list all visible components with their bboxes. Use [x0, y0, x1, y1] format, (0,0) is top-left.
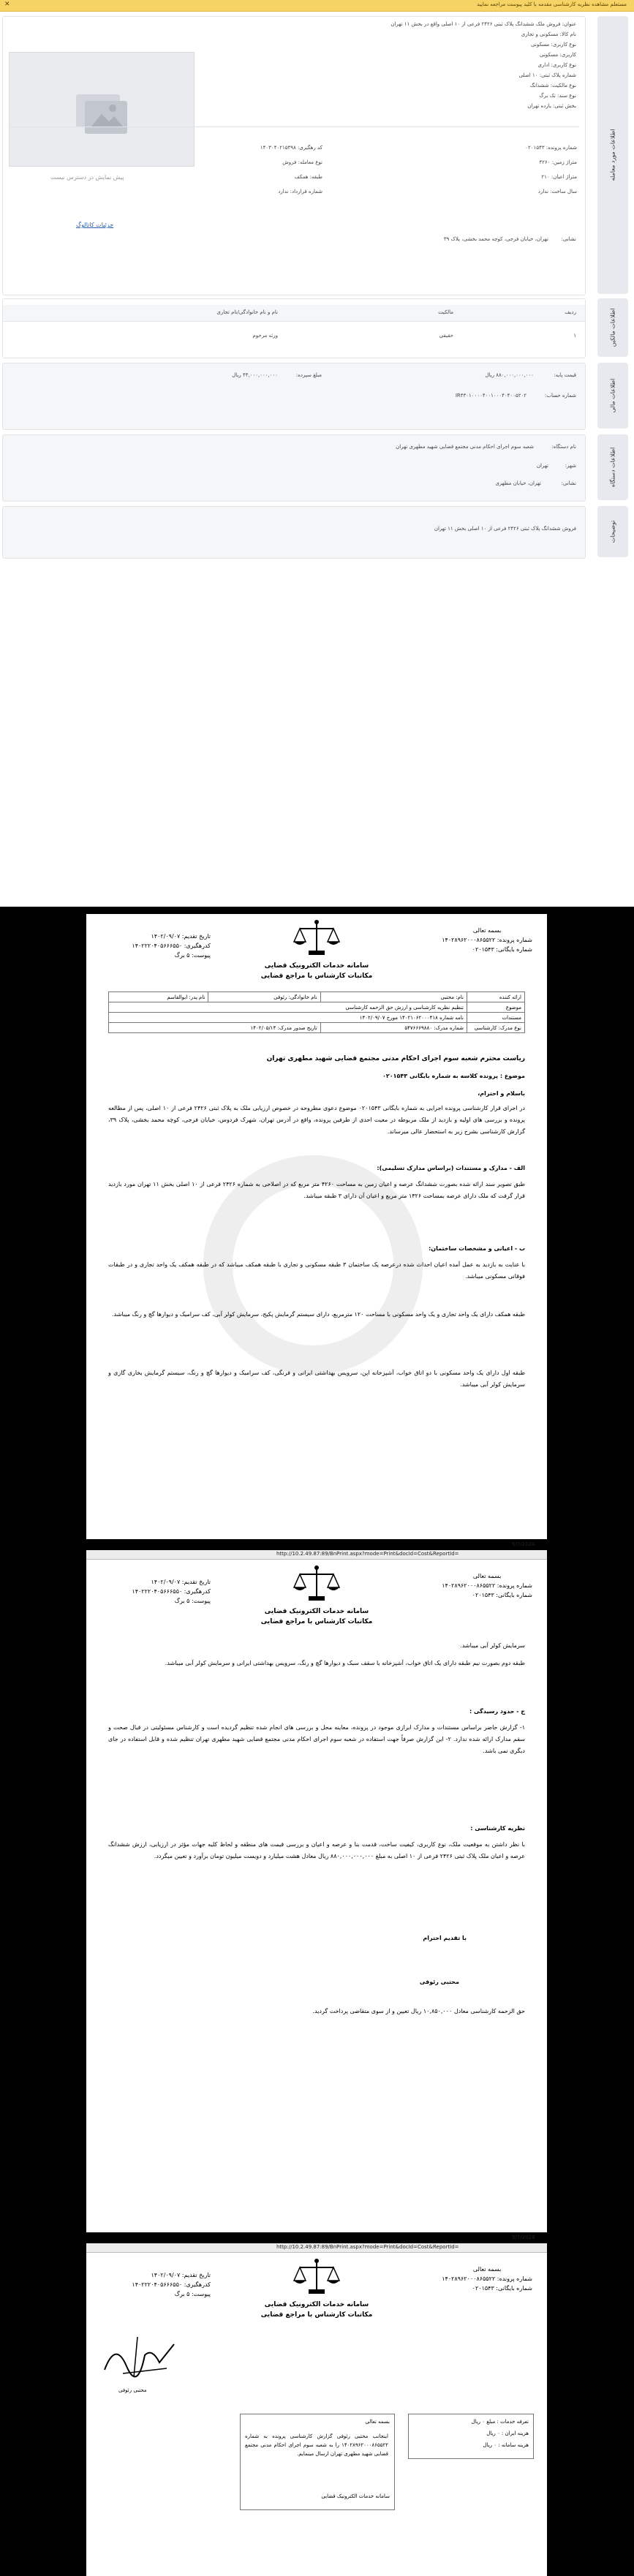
print-url-bar [86, 2243, 547, 2253]
meta-cell: نام: محتبی [320, 992, 467, 1002]
submit-date: تاریخ تقدیم: ۱۴۰۲/۰۹/۰۷ [151, 1579, 211, 1585]
case-number: شماره پرونده: ۱۴۰۲۸۹۶۲۰۰۰۸۶۵۵۲۲ [442, 937, 532, 943]
fee-line: تعرفه خدمات : مبلغ ۰ ریال [471, 2419, 529, 2425]
owners-section [2, 298, 586, 358]
meta-cell: تاریخ صدور مدرک: ۱۴۰۲/۰۵/۱۴ [109, 1023, 321, 1033]
detail-item: متراژ اعیان: ۲۱۰ [541, 174, 577, 180]
judiciary-emblem-icon [291, 1564, 342, 1605]
listing-panel [0, 13, 634, 907]
attachment-count: پیوست: ۵ برگ [174, 1598, 211, 1604]
meta-cell: ارائه کننده [467, 992, 525, 1002]
property-line: نوع سند: تک برگ [539, 93, 576, 99]
owners-header-row [3, 305, 585, 322]
detail-item: طبقه: همکف [294, 174, 322, 180]
body-paragraph: طبقه همکف دارای یک واحد تجاری و یک واحد مسکونی با مساحت ۱۲۰ مترمربع، دارای سیستم گرمایش پکیج، سرمایش کولر آبی، کف سرامیک و دیوارها گچ و رنگ میباشد. [112, 1311, 525, 1318]
fee-box [408, 2414, 534, 2459]
notes-section [2, 506, 586, 559]
agency-address-label: نشانی: [561, 480, 576, 486]
account-value: IR۴۳۰۱۰۰۰۰۴۰۰۱۰۰۰۴۰۴۰۰۵۲۰۲ [455, 393, 527, 399]
print-url-bar [86, 1550, 547, 1560]
owners-row [3, 328, 585, 344]
body-paragraph: در اجرای قرار کارشناسی پرونده اجرایی به شماره بایگانی ۰۲۰۱۵۴۳ موضوع دعوی مطروحه در خصوص ارزیابی ملک به پلاک ثبتی ۲۴۲۶ فرعی از ۱۰ اصلی، پس از مطالعه پرونده و بررسی های اولیه و بازدید از ملک مربوطه در معیت احدی از طرفین پرونده، واقع در آدرس تهران، شهرک فردوس، خیابان فرجی، کوچه محمد بخشی، پلاک ۳۹، گزارش کارشناسی بشرح زیر به استحضار عالی میرساند. [108, 1105, 525, 1135]
agency-address: تهران، خیابان مطهری [495, 480, 541, 486]
header-title: بسمه تعالی [472, 2266, 502, 2273]
meta-table [108, 992, 525, 1033]
meta-cell: نام خانوادگی: رئوفی [208, 992, 320, 1002]
agency-section [2, 434, 586, 502]
org-title: سامانه خدمات الکترونیک قضایی [264, 2301, 369, 2308]
header-left [108, 932, 211, 960]
detail-item: سال ساخت: ندارد [537, 189, 577, 194]
meta-cell: نامه شماره ۱۴۰۲۱۰۶۲۰۰۰۴۱۸ مورخ ۱۴۰۲/۰۹/۰۷ [109, 1013, 467, 1023]
header-right [442, 926, 532, 954]
property-line: نوع کاربری: اداری [537, 62, 576, 68]
owner-cell: حقیقی [439, 333, 453, 339]
tracking-code: کدرهگیری: ۱۴۰۲۲۲۰۴۰۵۶۶۶۵۵۰ [132, 1588, 211, 1595]
greeting: ریاست محترم شعبه سوم اجرای احکام مدنی مجتمع قضایی شهید مطهری تهران [266, 1055, 525, 1062]
fee-line: هزینه سامانه : ۰ ریال [483, 2442, 529, 2448]
org-title-block [244, 1606, 390, 1627]
attachment-count: پیوست: ۵ برگ [174, 2291, 211, 2297]
section-heading: ب - اعیانی و مشخصات ساختمان: [429, 1245, 525, 1252]
org-title: سامانه خدمات الکترونیک قضایی [264, 962, 369, 970]
owners-header: مالکیت [438, 309, 453, 315]
meta-cell: تنظیم نظریه کارشناسی و ارزش حق الزحمه کارشناسی [109, 1002, 467, 1013]
header-right [442, 1571, 532, 1600]
org-subtitle: مکاتبات کارشناس با مراجع قضایی [260, 1618, 373, 1625]
tab-notes[interactable]: توضیحات [597, 506, 628, 557]
property-line: نوع کاربری: مسکونی [531, 42, 576, 48]
judiciary-emblem-icon [291, 918, 342, 959]
box-footer: سامانه خدمات الکترونیک قضایی [321, 2493, 390, 2499]
tab-property-info[interactable]: اطلاعات مورد معامله [597, 16, 628, 294]
detail-item: کد رهگیری: ۱۴۰۳۰۴۰۲۱۵۴۹۸ [260, 145, 322, 151]
subject: موضوع : پرونده کلاسه به شماره بایگانی ۰۲۰۱۵۴۳ [382, 1073, 525, 1079]
header-right [442, 2265, 532, 2293]
price-value: ۸۸۰,۰۰۰,۰۰۰,۰۰۰ ریال [485, 372, 534, 378]
archive-number: شماره بایگانی: ۰۲۰۱۵۴۳ [472, 2285, 532, 2292]
meta-cell: موضوع [467, 1002, 525, 1013]
property-line: نوع مالکیت: ششدانگ [529, 83, 576, 88]
signer-small: محتبی رئوفی [118, 2387, 147, 2393]
property-line: نام کالا: مسکونی و تجاری [521, 31, 576, 37]
meta-cell: شماره مدرک: ۵۴۷۶۶۶۹۸۸۰ [320, 1023, 467, 1033]
section-sidebar [590, 13, 634, 907]
document-page-3 [86, 2253, 547, 2576]
confirmation-box [240, 2414, 395, 2510]
divider [9, 126, 579, 127]
org-title-block [244, 961, 390, 981]
body-paragraph: طبقه اول دارای یک واحد مسکونی با دو اتاق خواب، آشپزخانه اپن، سرویس بهداشتی ایرانی و فرنگی، کف سرامیک و دیوارها گچ و رنگ، سیستم گرمایش بخاری گازی و سرمایش کولر آبی میباشد. [108, 1370, 525, 1388]
meta-row [109, 992, 525, 1002]
body-paragraph: با عنایت به بازدید به عمل آمده اعیان احداث شده درعرصه یک ساختمان ۳ طبقه مسکونی و تجاری با طبقه همکف میباشد که در طبقه همکف یک واحد تجاری و در طبقات فوقانی مسکونی میباشد. [108, 1261, 525, 1280]
details-block [4, 145, 586, 233]
property-line: بخش ثبتی: یازده تهران [527, 103, 576, 109]
notice-bar [0, 0, 634, 12]
header-title: بسمه تعالی [472, 927, 502, 934]
attachment-count: پیوست: ۵ برگ [174, 952, 211, 959]
property-line: شماره پلاک ثبتی: ۱۰ اصلی [518, 72, 576, 78]
print-url: http://10.2.49.87:89/BnPrint.aspx?mode=Print&docId=Cost&ReportId= [276, 1551, 459, 1557]
tab-agency[interactable]: اطلاعات دستگاه [597, 434, 628, 500]
org-title: سامانه خدمات الکترونیک قضایی [264, 1608, 369, 1615]
meta-row [109, 1002, 525, 1013]
section-heading: الف - مدارک و مستندات (براساس مدارک تسلیمی): [377, 1165, 525, 1171]
agency-city-label: شهر: [565, 463, 576, 469]
salutation: باسلام و احترام، [478, 1090, 525, 1097]
property-line: کاربری: مسکونی [540, 52, 576, 58]
tracking-code: کدرهگیری: ۱۴۰۲۲۲۰۴۰۵۶۶۶۵۵۰ [132, 943, 211, 949]
box-title: بسمه تعالی [365, 2419, 390, 2425]
signature-image [101, 2333, 181, 2384]
tab-finance[interactable]: اطلاعات مالی [597, 363, 628, 428]
owner-cell: ۱ [573, 333, 576, 339]
tracking-code: کدرهگیری: ۱۴۰۲۲۲۰۴۰۵۶۶۶۵۵۰ [132, 2281, 211, 2288]
notice-text: مستعلم مشاهده نظریه کارشناسی مقدمه با کلید پیوست مراجعه نمایید [477, 1, 627, 7]
case-number: شماره پرونده: ۱۴۰۲۸۹۶۲۰۰۰۸۶۵۵۲۲ [442, 2275, 532, 2282]
catalog-details-link[interactable]: جزئیات کاتالوگ [76, 222, 114, 228]
detail-item: شماره پرونده: ۰۲۰۱۵۴۳ [525, 145, 577, 151]
address-value: تهران، خیابان فرجی، کوچه محمد بخشی، پلاک ۳۹ [443, 236, 548, 242]
price-label: قیمت پایه: [554, 372, 576, 378]
placeholder-icon [69, 83, 135, 142]
address-label: نشانی: [561, 236, 576, 242]
owners-header: نام و نام خانوادگی/نام تجاری [216, 309, 278, 315]
meta-cell: نام پدر: ابوالقاسم [109, 992, 208, 1002]
detail-item: شماره قرارداد: ندارد [278, 189, 322, 194]
judiciary-emblem-icon [291, 2257, 342, 2298]
org-subtitle: مکاتبات کارشناس با مراجع قضایی [260, 972, 373, 980]
archive-number: شماره بایگانی: ۰۲۰۱۵۴۳ [472, 946, 532, 953]
section-heading: ج - حدود رسیدگی : [469, 1708, 525, 1715]
header-title: بسمه تعالی [472, 1573, 502, 1579]
finance-section [2, 363, 586, 430]
print-date: 5/7/2024 [512, 2235, 535, 2240]
archive-number: شماره بایگانی: ۰۲۰۱۵۴۳ [472, 1592, 532, 1598]
signer-name: محتبی رئوفی [419, 1979, 459, 1985]
deposit-value: ۴۴,۰۰۰,۰۰۰,۰۰۰ ریال [232, 372, 278, 378]
account-label: شماره حساب: [545, 393, 576, 399]
agency-name: شعبه سوم اجرای احکام مدنی مجتمع قضایی شهید مطهری تهران [396, 444, 534, 450]
closing: با تقدیم احترام [423, 1935, 467, 1941]
close-icon[interactable]: ✕ [4, 1, 10, 8]
body-paragraph: ۱- گزارش حاضر براساس مستندات و مدارک ابرازی موجود در پرونده، معاینه محل و بررسی های انجام شده تنظیم گردیده است و کارشناس مسئولیتی در قبال صحت و سقم مدارک ارائه شده ندارد. ۲- این گزارش صرفاً جهت استفاده در شعبه سوم اجرای احکام مدنی مجتمع قضایی شهید مطهری تهران تنظیم شده و قابل استفاده در جای دیگری نمی باشد. [108, 1724, 525, 1754]
print-date: 5/7/2024 [512, 1541, 535, 1547]
fee-note: حق الزحمه کارشناسی معادل ۱۰,۸۵۰,۰۰۰ ریال تعیین و از سوی متقاضی پرداخت گردید. [312, 2008, 525, 2014]
meta-row [109, 1013, 525, 1023]
submit-date: تاریخ تقدیم: ۱۴۰۲/۰۹/۰۷ [151, 933, 211, 940]
body-paragraph: طبق تصویر سند ارائه شده بصورت ششدانگ عرصه و اعیان زمین به مساحت ۴۲۶۰ متر مربع که در اصلاحی به شماره ۲۴۲۶ فرعی از ۱۰ اصلی بخش ۱۱ تهران مورد بازدید قرار گرفت که ملک دارای عرصه بمساحت ۱۴۲۶ متر مربع و اعیان آن دارای ۳ طبقه میباشد. [108, 1181, 525, 1199]
submit-date: تاریخ تقدیم: ۱۴۰۲/۰۹/۰۷ [151, 2272, 211, 2278]
header-left [108, 2270, 211, 2299]
document-page-2 [86, 1560, 547, 2232]
fee-line: هزینه ایران : ۰ ریال [486, 2430, 529, 2436]
deposit-label: مبلغ سپرده: [295, 372, 322, 378]
print-url: http://10.2.49.87:89/BnPrint.aspx?mode=Print&docId=Cost&ReportId= [276, 2244, 459, 2250]
owner-cell: ورثه مرحوم [252, 333, 278, 339]
meta-row [109, 1023, 525, 1033]
agency-name-label: نام دستگاه: [551, 444, 576, 450]
section-heading: نظریه کارشناسی : [470, 1825, 525, 1832]
header-left [108, 1577, 211, 1606]
tab-owners[interactable]: اطلاعات مالکین [597, 298, 628, 357]
document-page-1 [86, 914, 547, 1539]
body-paragraph: با نظر داشتن به موقعیت ملک، نوع کاربری، کیفیت ساخت، قدمت بنا و عرصه و اعیان و بررسی قیمت های منطقه و لحاظ کلیه جهات مؤثر در ارزیابی، ارزش ششدانگ عرصه و اعیان ملک پلاک ثبتی ۲۴۲۶ فرعی از ۱۰ اصلی به مبلغ ۸۸۰,۰۰۰,۰۰۰,۰۰۰ ریال معادل هشت میلیارد و دویست میلیون تومان برآورد و تعیین میگردد. [108, 1841, 525, 1859]
box-body: اینجانب محتبی رئوفی گزارش کارشناسی پرونده به شماره ۱۴۰۲۸۹۶۲۰۰۰۸۶۵۵۲۲ را به شعبه سوم اجرای احکام مدنی مجتمع قضایی شهید مطهری تهران ارسال مینمایم. [245, 2433, 388, 2457]
org-title-block [244, 2300, 390, 2320]
org-subtitle: مکاتبات کارشناس با مراجع قضایی [260, 2311, 373, 2319]
preview-caption: پیش نمایش در دسترس نیست [50, 174, 124, 181]
detail-item: متراژ زمین: ۴۲۶۰ [539, 159, 577, 165]
meta-cell: مستندات [467, 1013, 525, 1023]
agency-city: تهران [536, 463, 548, 469]
case-number: شماره پرونده: ۱۴۰۲۸۹۶۲۰۰۰۸۶۵۵۲۲ [442, 1582, 532, 1589]
notes-text: فروش ششدانگ پلاک ثبتی ۲۴۲۶ فرعی از ۱۰ اصلی بخش ۱۱ تهران [434, 526, 576, 532]
detail-item: نوع معامله: فروش [282, 159, 322, 165]
body-paragraph: سرمایش کولر آبی میباشد. [460, 1642, 525, 1649]
meta-cell: نوع مدرک: کارشناسی [467, 1023, 525, 1033]
owners-header: ردیف [565, 309, 576, 315]
property-title: عنوان: فروش ملک ششدانگ پلاک ثبتی ۲۴۲۶ فرعی از ۱۰ اصلی واقع در بخش ۱۱ تهران [390, 21, 576, 27]
body-paragraph: طبقه دوم بصورت نیم طبقه دارای یک اتاق خواب، آشپزخانه با سقف سبک و دیوارها گچ و رنگ، سرویس بهداشتی ایرانی و سرمایش کولر آبی میباشد. [165, 1660, 525, 1666]
